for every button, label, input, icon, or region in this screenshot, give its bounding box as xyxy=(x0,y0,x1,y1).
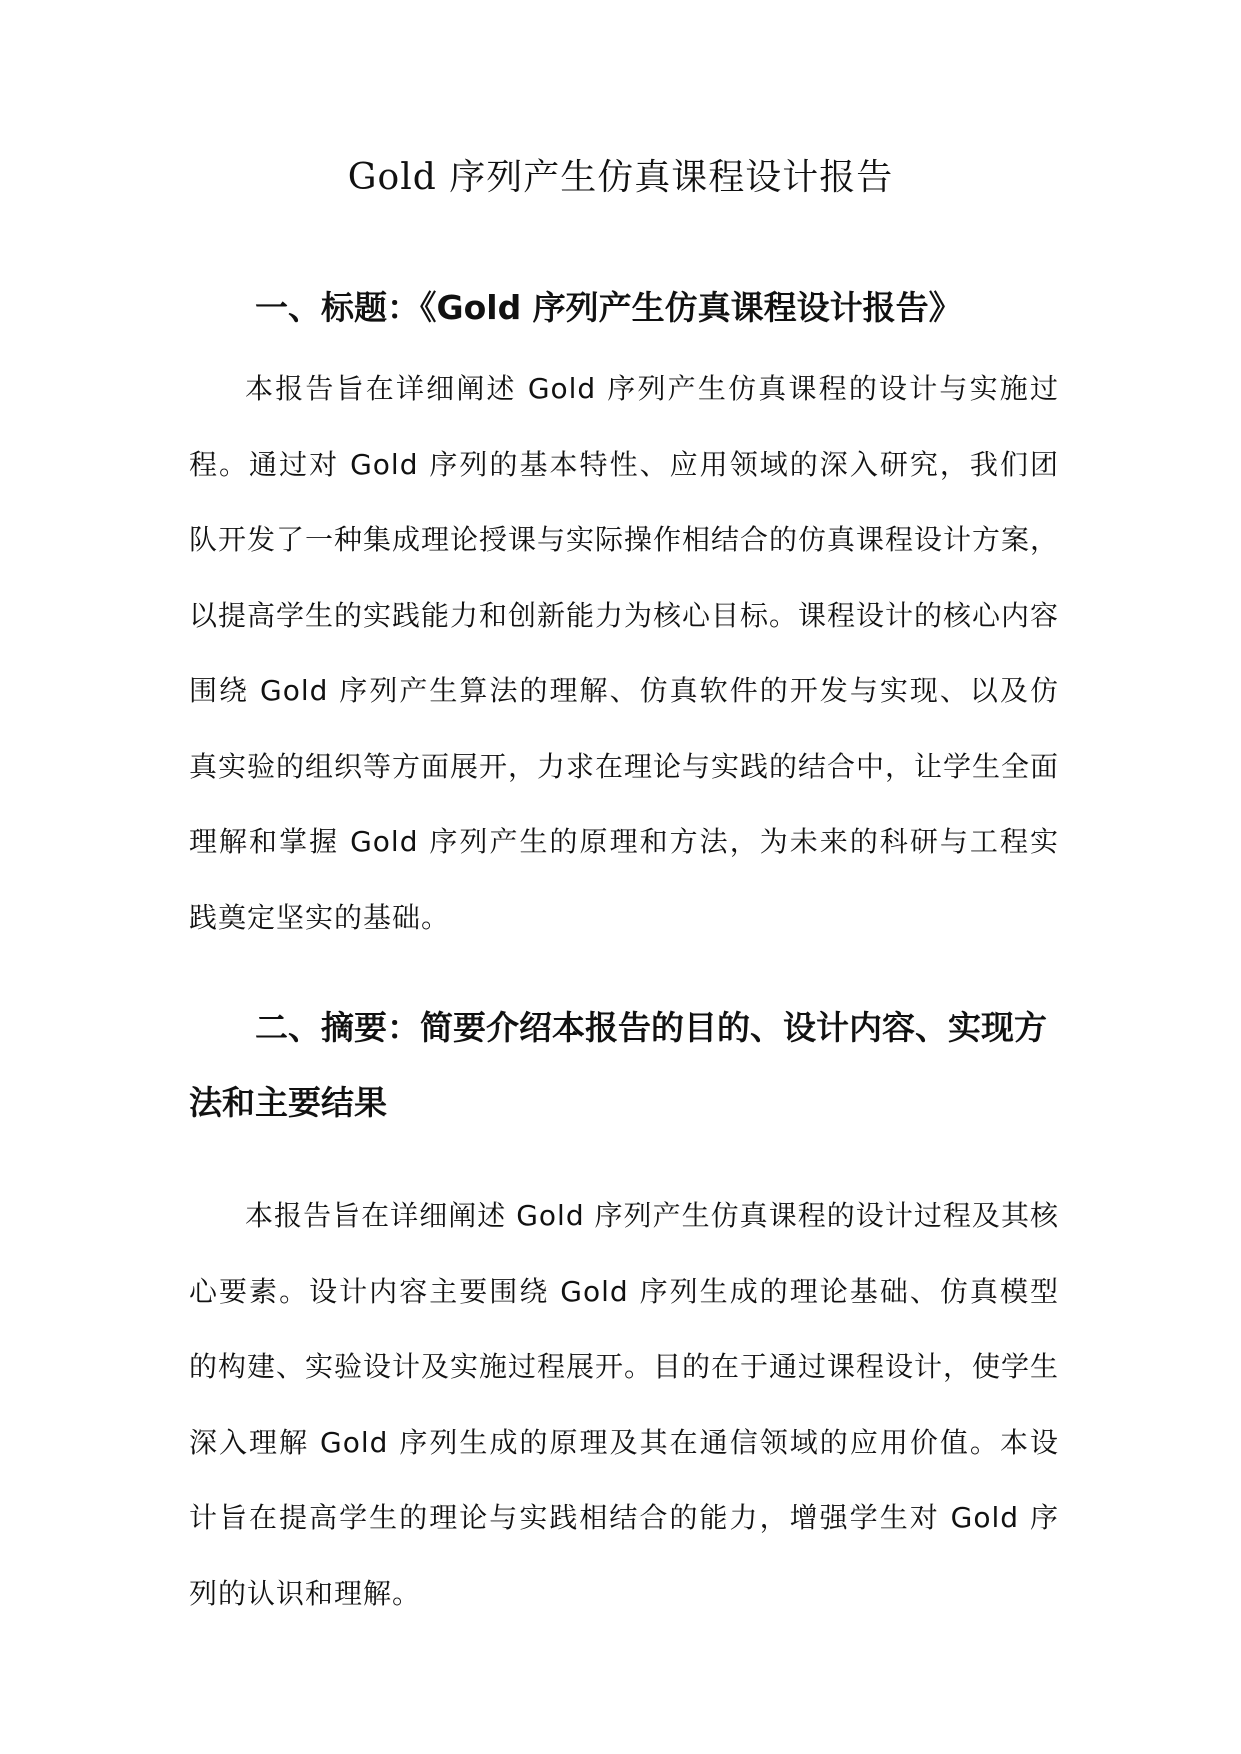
section-paragraph-title: 本报告旨在详细阐述 Gold 序列产生仿真课程的设计与实施过程。通过对 Gold 序列的基本特性、应用领域的深入研究，我们团队开发了一种集成理论授课与实际操作相结合的仿真课程设计方案，以提高学生的实践能力和创新能力为核心目标。课程设计的核心内容围绕 Gold 序列产生算法的理解、仿真软件的开发与实现、以及仿真实验的组织等方面展开，力求在理论与实践的结合中，让学生全面理解和掌握 Gold 序列产生的原理和方法，为未来的科研与工程实践奠定坚实的基础。 xyxy=(189,372,1060,934)
document-title: Gold 序列产生仿真课程设计报告 xyxy=(347,157,894,198)
section-heading-title: 一、标题：《Gold 序列产生仿真课程设计报告》 xyxy=(255,288,962,327)
section-heading-abstract: 二、摘要：简要介绍本报告的目的、设计内容、实现方法和主要结果 xyxy=(189,1008,1047,1122)
section-paragraph-abstract: 本报告旨在详细阐述 Gold 序列产生仿真课程的设计过程及其核心要素。设计内容主要围绕 Gold 序列生成的理论基础、仿真模型的构建、实验设计及实施过程展开。目的在于通过课程设计，使学生深入理解 Gold 序列生成的原理及其在通信领域的应用价值。本设计旨在提高学生的理论与实践相结合的能力，增强学生对 Gold 序列的认识和理解。 xyxy=(189,1199,1060,1610)
